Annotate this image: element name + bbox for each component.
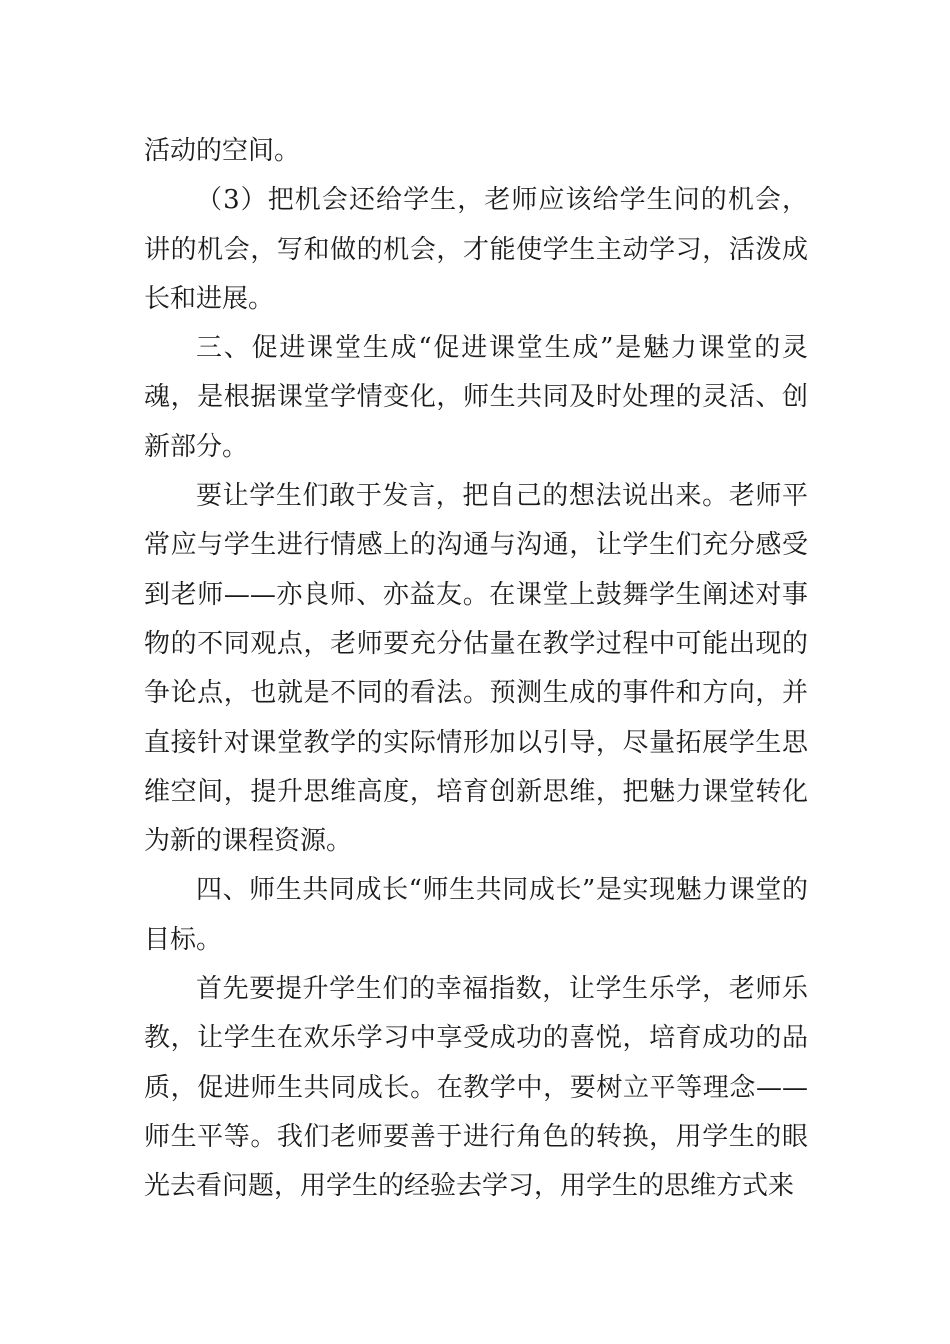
paragraph-1: 活动的空间。 bbox=[144, 136, 301, 166]
paragraph-4: 要让学生们敢于发言，把自己的想法说出来。老师平常应与学生进行情感上的沟通与沟通，让学生们充分感受到老师——亦良师、亦益友。在课堂上鼓舞学生阐述对事物的不同观点，老师要充分估量在教学过程中可能出现的争论点，也就是不同的看法。预测生成的事件和方向，并直接针对课堂教学的实际情形加以引导，尽量拓展学生思维空间，提升思维高度，培育创新思维，把魅力课堂转化为新的课程资源。 bbox=[144, 481, 808, 857]
body-text bbox=[144, 127, 808, 1212]
paragraph-5: 四、师生共同成长“师生共同成长”是实现魅力课堂的目标。 bbox=[144, 875, 808, 955]
paragraph-2: （3）把机会还给学生，老师应该给学生问的机会，讲的机会，写和做的机会，才能使学生主动学习，活泼成长和进展。 bbox=[144, 185, 808, 314]
paragraph-3: 三、促进课堂生成“促进课堂生成”是魅力课堂的灵魂，是根据课堂学情变化，师生共同及时处理的灵活、创新部分。 bbox=[144, 333, 808, 462]
paragraph-6: 首先要提升学生们的幸福指数，让学生乐学，老师乐教，让学生在欢乐学习中享受成功的喜悦，培育成功的品质，促进师生共同成长。在教学中，要树立平等理念——师生平等。我们老师要善于进行角色的转换，用学生的眼光去看问题，用学生的经验去学习，用学生的思维方式来 bbox=[144, 974, 808, 1202]
